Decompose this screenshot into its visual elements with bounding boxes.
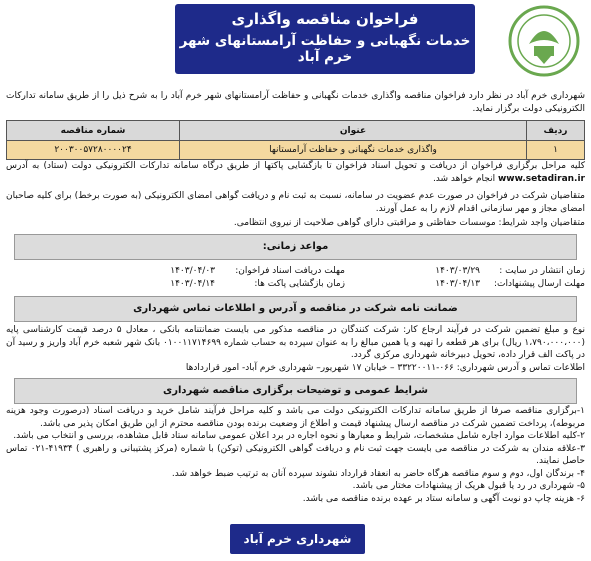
schedule-section-header: مواعد زمانی:	[14, 234, 577, 260]
receive-label: مهلت دریافت اسناد فراخوان:	[235, 266, 345, 276]
schedule-dates	[6, 260, 585, 294]
footer-signature: شهرداری خرم آباد	[230, 524, 365, 554]
submit-date: ۱۴۰۳/۰۴/۱۳	[435, 279, 480, 289]
process-paragraph	[6, 160, 585, 185]
title-banner	[175, 4, 475, 74]
setad-link[interactable]: www.setadiran.ir	[497, 173, 585, 184]
process-text: کلیه مراحل برگزاری فراخوان از دریافت و تحویل اسناد فراخوان تا بازگشایی پاکتها از طریق درگاه سامانه تدارکات الکترونیکی دولت (ستاد) به آدرس	[6, 161, 585, 171]
receive-date: ۱۴۰۳/۰۴/۰۳	[170, 266, 215, 276]
list-item: ۳-علاقه مندان به شرکت در مناقصه می بایست جهت ثبت نام و دریافت گواهی الکترونیکی (توکن) با شماره (مرکز پشتیبانی و راهبری ) ۴۱۹۳۴-۰۲۱ تماس حاصل نمایند.	[6, 443, 585, 466]
header-index: ردیف	[527, 121, 585, 141]
list-item: ۲-کلیه اطلاعات موارد اجاره شامل مشخصات، شرایط و معیارها و نحوه اجاره در برد اعلان عمومی سامانه ستاد قابل مشاهده، بررسی و انتخاب می باشد.	[13, 431, 585, 441]
notice-title: فراخوان مناقصه واگذاری	[231, 10, 419, 28]
open-label: زمان بازگشایی پاکت ها:	[254, 279, 345, 289]
list-item: ۱-برگزاری مناقصه صرفا از طریق سامانه تدارکات الکترونیکی دولت می باشد و کلیه مراحل فرآیند شامل خرید و دریافت اسناد (درصورت وجود هزینه مربوطه)، پرداخت تضمین شرکت در مناقصه ارسال پیشنهاد قیمت و اطلاع از وضعیت برنده بودن مناقصه محترم از این طریق امکان پذیر می باشد.	[6, 406, 585, 429]
publish-date: ۱۴۰۳/۰۳/۲۹	[435, 266, 480, 276]
intro-paragraph: شهرداری خرم آباد در نظر دارد فراخوان مناقصه واگذاری خدمات نگهبانی و حفاظت آرامستانهای شهر خرم آباد را به شرح ذیل را از طریق سامانه تدارکات الکترونیکی دولت برگزار نماید.	[6, 91, 585, 114]
municipality-seal-icon	[507, 4, 581, 78]
table-row	[7, 141, 585, 160]
submit-label: مهلت ارسال پیشنهادات:	[493, 279, 585, 289]
eligibility-paragraph: متقاضیان واجد شرایط: موسسات حفاظتی و مراقبتی دارای گواهی صلاحیت از نیروی انتظامی.	[233, 218, 585, 228]
tender-table	[6, 120, 585, 160]
open-date: ۱۴۰۳/۰۴/۱۴	[170, 279, 215, 289]
conditions-section-header: شرایط عمومی و توضیحات برگزاری مناقصه شهرداری	[14, 378, 577, 404]
process-suffix: انجام خواهد شد.	[432, 173, 496, 184]
row-index: ۱	[527, 141, 585, 160]
contact-info: اطلاعات تماس و آدرس شهرداری: ۰۶۶-۳۳۲۲۰۰۱۱ – خیابان ۱۷ شهریور– شهرداری خرم آباد- امور قراردادها	[185, 363, 585, 373]
header-tender-number: شماره مناقصه	[7, 121, 180, 141]
row-title: واگذاری خدمات نگهبانی و حفاظت آرامستانها	[180, 141, 527, 160]
list-item: ۶- هزینه چاپ دو نوبت آگهی و سامانه ستاد بر عهده برنده مناقصه می باشد.	[302, 493, 585, 504]
publish-label: زمان انتشار در سایت :	[499, 266, 585, 276]
registration-paragraph: متقاضیان شرکت در فراخوان در صورت عدم عضویت در سامانه، نسبت به ثبت نام و دریافت گواهی امضای الکترونیکی (به صورت برخط) برای کلیه صاحبان امضای مجاز و مهر سازمانی اقدام لازم را به عمل آورند.	[6, 191, 585, 214]
header-title: عنوان	[180, 121, 527, 141]
notice-subtitle: خدمات نگهبانی و حفاظت آرامستانهای شهر خرم آباد	[179, 33, 471, 65]
conditions-list	[6, 405, 585, 505]
row-tender-number: ۲۰۰۳۰۰۵۷۲۸۰۰۰۰۲۴	[7, 141, 180, 160]
table-header-row	[7, 121, 585, 141]
list-item: ۵- شهرداری در رد یا قبول هریک از پیشنهادات مختار می باشد.	[352, 481, 585, 491]
guarantee-paragraph: نوع و مبلغ تضمین شرکت در فرآیند ارجاع کار: شرکت کنندگان در مناقصه مذکور می بایست ضمانتنامه بانکی ، معادل ۵ درصد قیمت کارشناسی پایه (۱،۷۹۰،۰۰۰،۰۰۰ ریال) برای هر قطعه را تهیه و یا همین مبالغ را به عنوان سپرده به حساب شماره ۰۱۰۰۱۱۷۱۴۶۹۹ بانک شهر شعبه خرم آباد واریز و رسید آن در پاکت الف قرار داده، تحویل دبیرخانه شهرداری مرکزی گردد.	[6, 325, 585, 360]
guarantee-section-header: ضمانت نامه شرکت در مناقصه و آدرس و اطلاعات تماس شهرداری	[14, 296, 577, 322]
list-item: ۴- برندگان اول، دوم و سوم مناقصه هرگاه حاضر به انعقاد قرارداد نشوند سپرده آنان به ترتیب ضبط خواهد شد.	[171, 468, 585, 479]
